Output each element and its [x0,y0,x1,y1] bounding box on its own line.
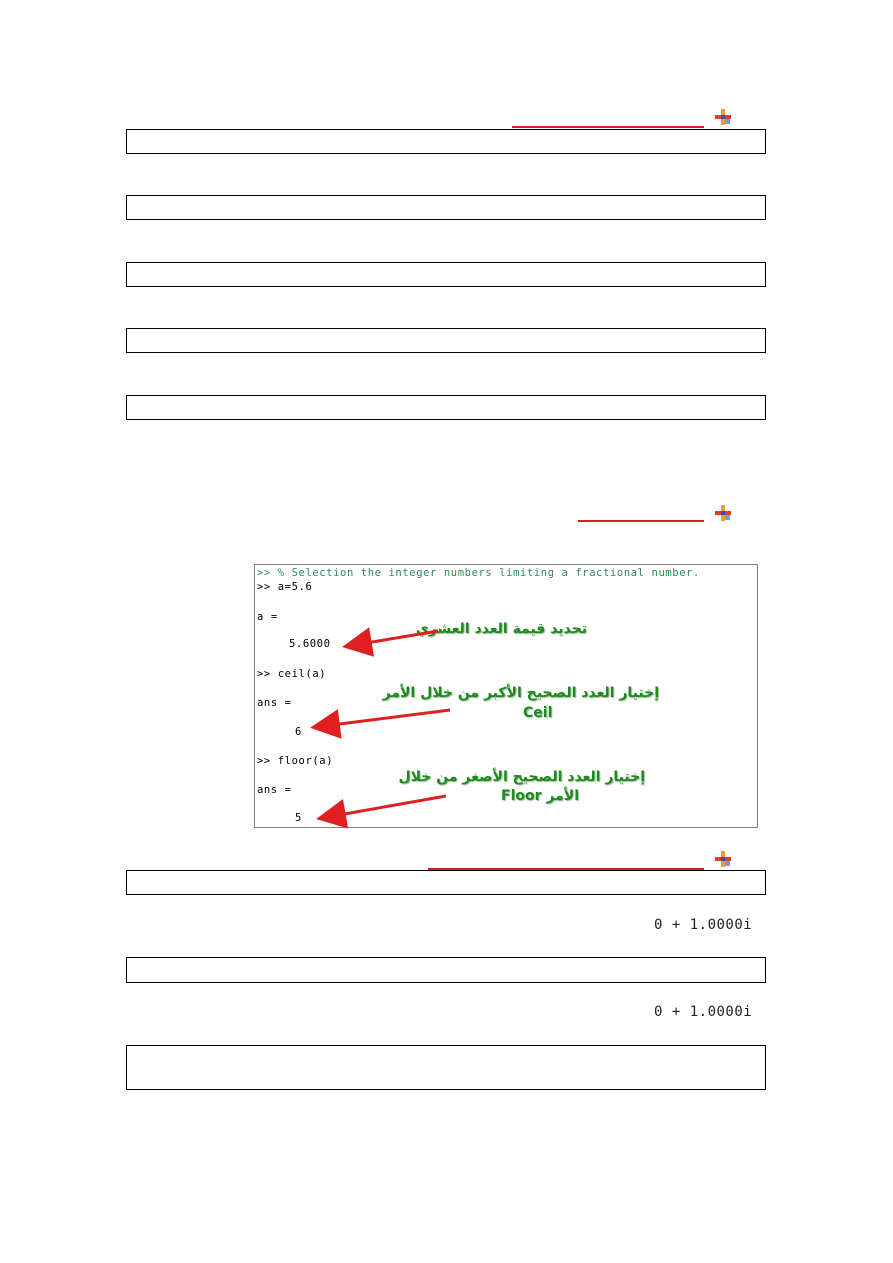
output-label: ans = [257,784,292,796]
annotation-ceil-line2: Ceil [523,705,553,721]
output-value: 5 [295,812,302,824]
annotation-arrows [254,564,758,828]
code-box-6 [126,870,766,895]
output-label: a = [257,611,278,623]
command-line: >> a=5.6 [257,581,313,593]
output-value: 6 [295,726,302,738]
code-box-3 [126,262,766,287]
output-label: ans = [257,697,292,709]
annotation-decimal: تحديد قيمة العدد العشري [415,621,587,637]
command-line: >> ceil(a) [257,668,327,680]
arrow-to-floor [322,796,446,818]
annotation-floor-line1: إختيار العدد الصحيح الأصغر من خلال [398,769,645,785]
annotation-floor-line2: الأمر Floor [501,788,579,804]
code-box-7 [126,957,766,983]
code-box-1 [126,129,766,154]
code-box-8 [126,1045,766,1090]
result-first: 0 + 1.0000i [654,917,753,933]
plus-bullet-icon [715,505,731,521]
command-line-comment: >> % Selection the integer numbers limiting a fractional number. [257,567,700,579]
plus-bullet-icon [715,109,731,125]
heading-underline-2 [578,520,704,522]
arrow-to-ceil [316,710,450,727]
output-value: 5.6000 [289,638,331,650]
arrow-to-decimal [348,631,438,646]
heading-underline-1 [512,126,704,128]
annotation-ceil-line1: إختيار العدد الصحيح الأكبر من خلال الأمر [382,685,659,701]
plus-bullet-icon [715,851,731,867]
result-second: 0 + 1.0000i [654,1004,753,1020]
code-box-5 [126,395,766,420]
code-box-4 [126,328,766,353]
code-box-2 [126,195,766,220]
command-line: >> floor(a) [257,755,334,767]
